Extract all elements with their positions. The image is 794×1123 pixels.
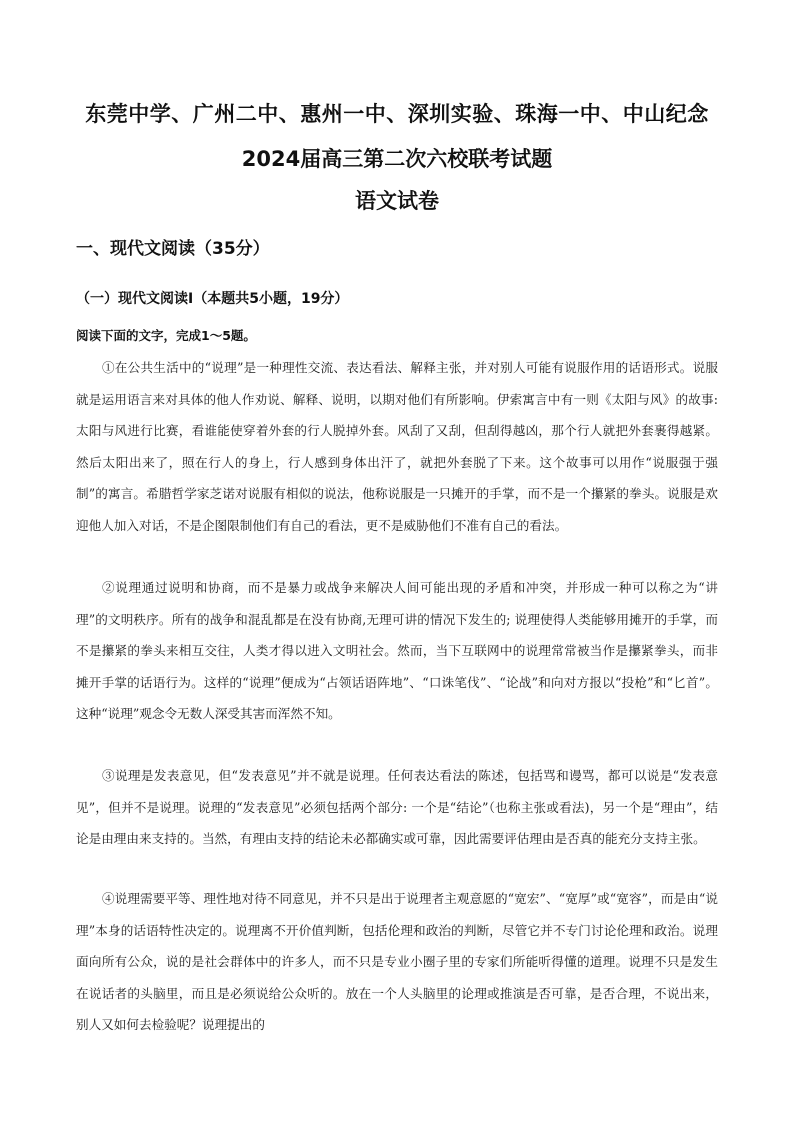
passage-paragraph-1 [76, 352, 718, 541]
paragraph-text: ④说理需要平等、理性地对待不同意见，并不只是出于说理者主观意愿的“宽宏”、“宽厚”或“宽容”，而是由“说理”本身的话语特性决定的。说理离不开价值判断，包括伦理和政治的判断，尽管它并不专门讨论伦理和政治。说理面向所有公众，说的是社会群体中的许多人，而不只是专业小圈子里的专家们所能听得懂的道理。说理不只是发生在说话者的头脑里，而且是必须说给公众听的。放在一个人头脑里的论理或推演是否可靠，是否合理，不说出来，别人又如何去检验呢？说理提出的 [76, 891, 718, 1032]
passage-paragraph-2 [76, 572, 718, 730]
paragraph-text: ③说理是发表意见，但“发表意见”并不就是说理。任何表达看法的陈述，包括骂和谩骂，都可以说是“发表意见”，但并不是说理。说理的“发表意见”必须包括两个部分: 一个是“结论”（也称主张或看法)，另一个是“理由”，结论是由理由来支持的。当然，有理由支持的结论未必都确实或可靠，因此需要评估理由是否真的能充分支持主张。 [76, 768, 718, 846]
schools-title: 东莞中学、广州二中、惠州一中、深圳实验、珠海一中、中山纪念 [85, 102, 709, 126]
section-heading: 一、现代文阅读（35分） [76, 239, 270, 259]
exam-title: 2024届高三第二次六校联考试题 [241, 147, 553, 171]
passage-paragraph-3 [76, 760, 718, 855]
passage-paragraph-4 [76, 883, 718, 1041]
paragraph-text: ②说理通过说明和协商，而不是暴力或战争来解决人间可能出现的矛盾和冲突，并形成一种可以称之为“讲理”的文明秩序。所有的战争和混乱都是在没有协商,无理可讲的情况下发生的; 说理使得人类能够用摊开的手掌，而不是攥紧的拳头来相互交往，人类才得以进入文明社会。然而，当下互联网中的说理常常被当作是攥紧拳头，而非摊开手掌的话语行为。这样的“说理”便成为“占领话语阵地”、“口诛笔伐”、“论战”和向对方报以“投枪”和“匕首”。这种“说理”观念令无数人深受其害而浑然不知。 [76, 580, 718, 721]
subject-title: 语文试卷 [355, 189, 439, 213]
paragraph-text: ①在公共生活中的“说理”是一种理性交流、表达看法、解释主张，并对别人可能有说服作用的话语形式。说服就是运用语言来对具体的他人作劝说、解释、说明，以期对他们有所影响。伊索寓言中有一则《太阳与风》的故事:太阳与风进行比赛，看谁能使穿着外套的行人脱掉外套。风刮了又刮，但刮得越凶，那个行人就把外套裹得越紧。然后太阳出来了，照在行人的身上，行人感到身体出汗了，就把外套脱了下来。这个故事可以用作“说服强于强制”的寓言。希腊哲学家芝诺对说服有相似的说法，他称说服是一只摊开的手掌，而不是一个攥紧的拳头。说服是欢迎他人加入对话，不是企图限制他们有自己的看法，更不是威胁他们不准有自己的看法。 [76, 360, 718, 533]
subsection-heading: （一）现代文阅读Ⅰ（本题共5小题，19分） [76, 291, 349, 307]
reading-instruction: 阅读下面的文字，完成1～5题。 [76, 328, 256, 343]
